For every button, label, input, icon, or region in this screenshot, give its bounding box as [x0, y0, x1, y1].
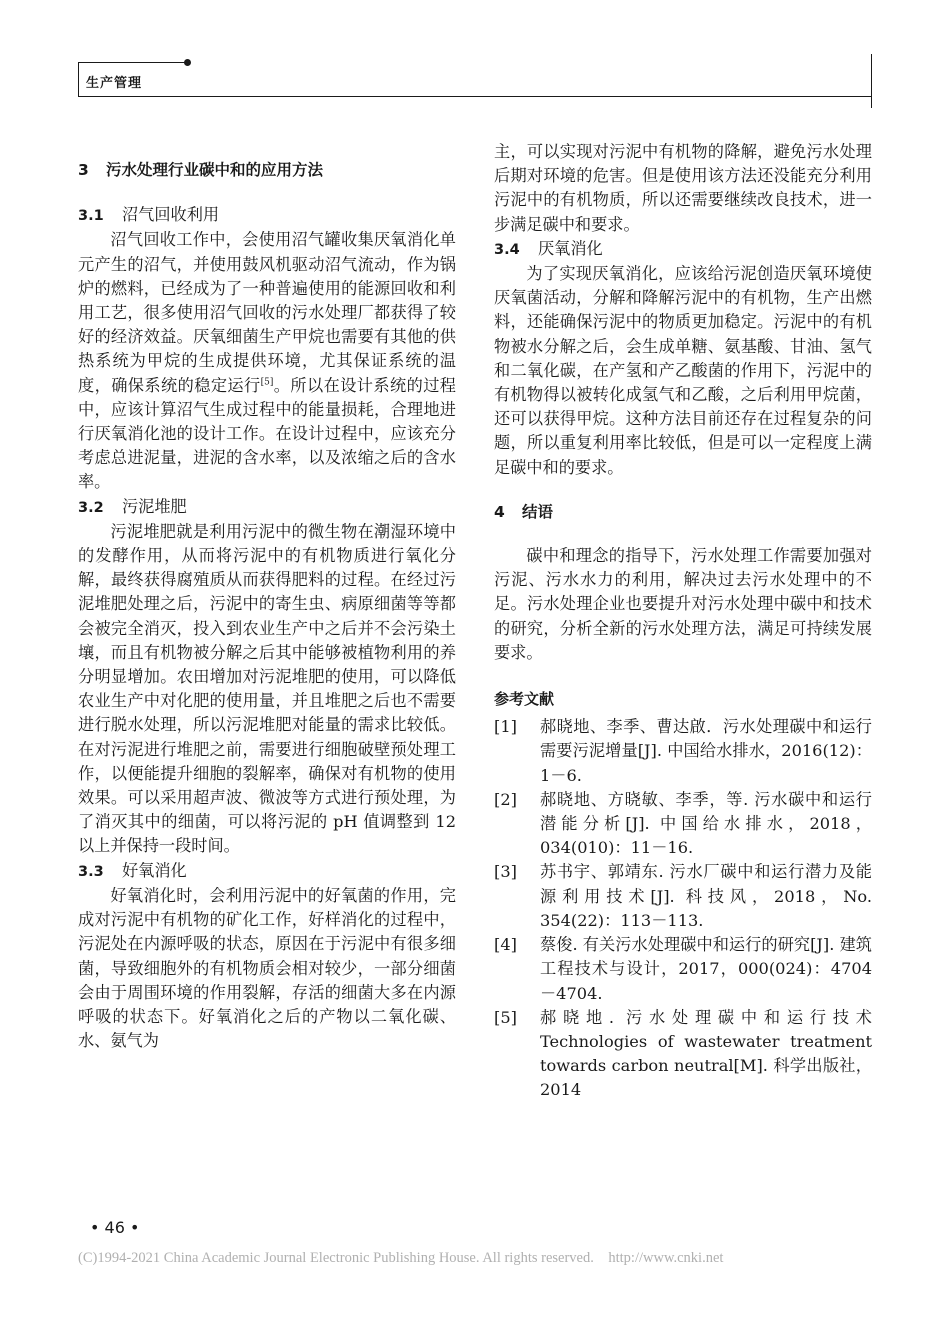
subsection-3-4-paragraph: 为了实现厌氧消化，应该给污泥创造厌氧环境使厌氧菌活动，分解和降解污泥中的有机物，生产出燃料，还能确保污泥中的物质更加稳定。污泥中的有机物被水分解之后，会生成单糖、氨基酸、甘油、氢气和二氧化碳，在产氢和产乙酸菌的作用下，污泥中的有机物得以被转化成氢气和乙酸，之后利用甲烷菌，还可以获得甲烷。这种方法目前还存在过程复杂的问题，所以重复利用率比较低，但是可以一定程度上满足碳中和的要求。	[494, 264, 872, 477]
running-header	[78, 54, 872, 100]
reference-number: [3]	[494, 862, 517, 882]
s31-text-cont: 。所以在设计系统的过程中，应该计算沼气生成过程中的能量损耗，合理地进行厌氧消化池的设计工作。在设计过程中，应该充分考虑总进泥量，进泥的含水率，以及浓缩之后的含水率。	[78, 375, 456, 492]
subsection-3-2-heading	[78, 495, 456, 520]
section-3-title: 污水处理行业碳中和的应用方法	[106, 161, 324, 179]
reference-number: [4]	[494, 935, 517, 955]
section-4-paragraph: 碳中和理念的指导下，污水处理工作需要加强对污泥、污水水力的利用，解决过去污水处理中的不足。污水处理企业也要提升对污水处理中碳中和技术的研究，分析全新的污水处理方法，满足可持续发展要求。	[494, 546, 872, 662]
header-rule-right	[871, 54, 872, 108]
section-4-heading	[494, 500, 872, 524]
right-column	[494, 140, 872, 1103]
reference-text: 苏书宇、郭靖东. 污水厂碳中和运行潜力及能源利用技术[J]. 科技风，2018，No. 354(22)：113－113.	[540, 862, 872, 930]
subsection-3-2-title: 污泥堆肥	[122, 496, 187, 516]
subsection-3-4-title: 厌氧消化	[538, 238, 603, 258]
subsection-3-1-title: 沼气回收利用	[122, 205, 220, 225]
subsection-3-4-heading	[494, 237, 872, 262]
citation-5[interactable]: [5]	[260, 377, 274, 388]
header-rule-top	[78, 62, 186, 63]
subsection-3-3-number: 3.3	[78, 863, 104, 880]
subsection-3-2-paragraph: 污泥堆肥就是利用污泥中的微生物在潮湿环境中的发酵作用，从而将污泥中的有机物质进行氧化分解，最终获得腐殖质从而获得肥料的过程。在经过污泥堆肥处理之后，污泥中的寄生虫、病原细菌等等都会被完全消灭，投入到农业生产中之后并不会污染土壤，而且有机物被分解之后其中能够被植物利用的养分明显增加。农田增加对污泥堆肥的使用，可以降低农业生产中对化肥的使用量，并且堆肥之后也不需要进行脱水处理，所以污泥堆肥对能量的需求比较低。在对污泥进行堆肥之前，需要进行细胞破壁预处理工作，以便能提升细胞的裂解率，确保对有机物的使用效果。可以采用超声波、微波等方式进行预处理，为了消灭其中的细菌，可以将污泥的 pH 值调整到 12 以上并保持一段时间。	[78, 521, 456, 856]
subsection-3-3-title: 好氧消化	[122, 860, 187, 880]
references-heading: 参考文献	[494, 690, 555, 709]
s31-text: 沼气回收工作中，会使用沼气罐收集厌氧消化单元产生的沼气，并使用鼓风机驱动沼气流动，作为锅炉的燃料，已经成为了一种普遍使用的能源回收和利用工艺，很多使用沼气回收的污水处理厂都获得了较好的经济效益。厌氧细菌生产甲烷也需要有其他的供热系统为甲烷的生成提供环境，尤其保证系统的温度，确保系统的稳定运行	[78, 230, 456, 395]
section-3-heading	[78, 158, 456, 182]
subsection-3-3-paragraph: 好氧消化时，会利用污泥中的好氧菌的作用，完成对污泥中有机物的矿化工作，好样消化的过程中，污泥处在内源呼吸的状态，原因在于污泥中有很多细菌，导致细胞外的有机物质会相对较少，一部分细菌会由于周围环境的作用裂解，存活的细菌大多在内源呼吸的状态下。好氧消化之后的产物以二氧化碳、水、氨气为	[78, 885, 456, 1051]
subsection-3-1-number: 3.1	[78, 208, 104, 225]
reference-item	[494, 715, 872, 788]
reference-text: 蔡俊. 有关污水处理碳中和运行的研究[J]. 建筑工程技术与设计，2017，000(024)：4704－4704.	[540, 935, 872, 1003]
reference-number: [5]	[494, 1007, 517, 1027]
section-4-number: 4	[494, 502, 505, 521]
subsection-3-3-paragraph-continued: 主，可以实现对污泥中有机物的降解，避免污水处理后期对环境的危害。但是使用该方法还没能充分利用污泥中的有机物质，所以还需要继续改良技术，进一步满足碳中和要求。	[494, 142, 872, 234]
subsection-3-1-heading	[78, 203, 456, 228]
left-column	[78, 140, 456, 1053]
reference-item	[494, 788, 872, 861]
reference-text: 郝晓地、李季、曹达啟．污水处理碳中和运行需要污泥增量[J]. 中国给水排水，2016(12)：1－6.	[540, 717, 872, 785]
subsection-3-4-number: 3.4	[494, 241, 520, 258]
page-number: • 46 •	[90, 1218, 140, 1237]
header-dot-ornament	[184, 59, 191, 66]
subsection-3-3-heading	[78, 859, 456, 884]
reference-number: [1]	[494, 717, 517, 737]
copyright-footer: (C)1994-2021 China Academic Journal Electronic Publishing House. All rights reserved. http://www.cnki.net	[78, 1250, 724, 1266]
subsection-3-1-paragraph	[78, 228, 456, 494]
reference-text: 郝晓地. 污水处理碳中和运行技术 Technologies of wastewater treatment towards carbon neutral[M]. 科学出版社，2014	[540, 1007, 872, 1100]
subsection-3-2-number: 3.2	[78, 499, 104, 516]
reference-list	[494, 715, 872, 1102]
reference-item	[494, 860, 872, 933]
reference-number: [2]	[494, 789, 517, 809]
header-rule-bottom	[78, 96, 872, 97]
reference-item	[494, 933, 872, 1006]
section-3-number: 3	[78, 161, 89, 179]
reference-text: 郝晓地、方晓敏、李季，等. 污水碳中和运行潜能分析[J]. 中国给水排水，2018，034(010)：11－16.	[540, 789, 872, 858]
header-section-label: 生产管理	[86, 76, 143, 91]
section-4-title: 结语	[522, 502, 554, 521]
reference-item	[494, 1006, 872, 1103]
header-rule-left	[78, 62, 79, 96]
